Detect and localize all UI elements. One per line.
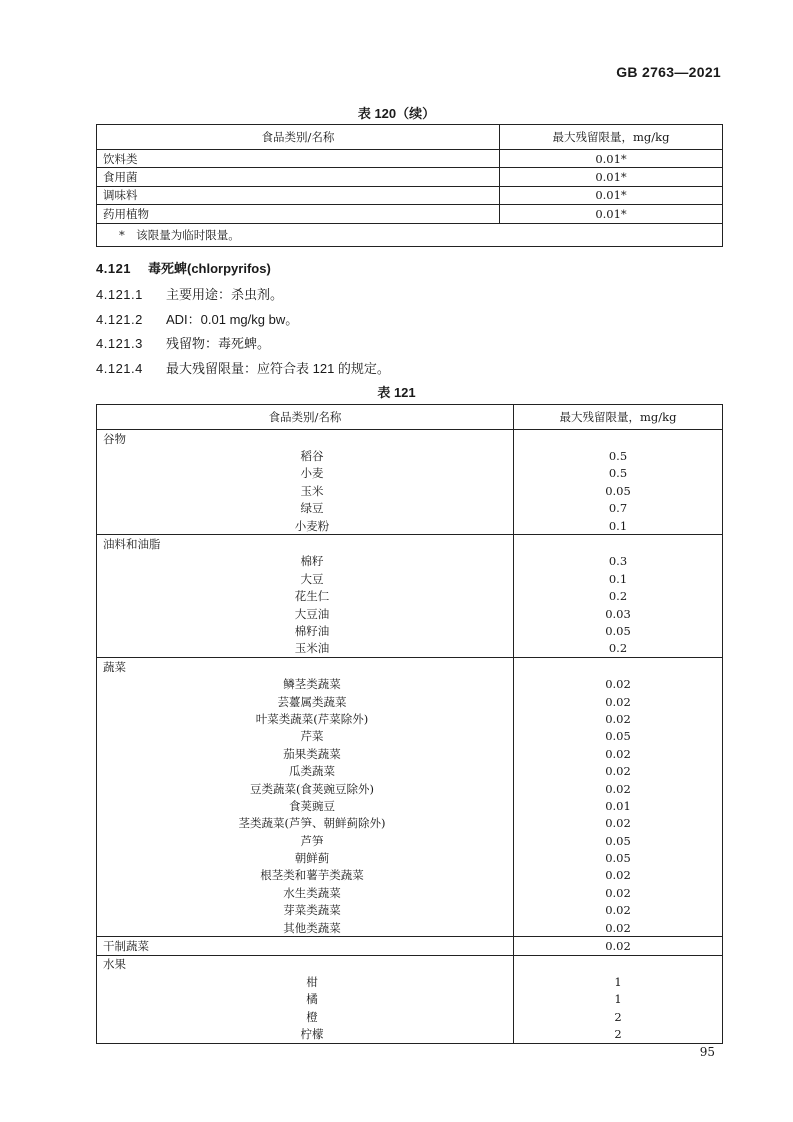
section-heading: [96, 258, 271, 277]
limit-value-cell: 0.1: [514, 570, 723, 587]
limit-value-cell: 0.05: [514, 849, 723, 866]
food-name-cell: 瓜类蔬菜: [97, 762, 514, 779]
limit-value-cell: 0.02: [514, 867, 723, 884]
table-row: [97, 465, 723, 482]
table-120: [96, 124, 723, 247]
clause-item: [96, 309, 298, 328]
food-name-cell: 茎类蔬菜(芦笋、朝鲜蓟除外): [97, 815, 514, 832]
table-row: [97, 1008, 723, 1025]
table-121: [96, 404, 723, 1044]
category-heading: 蔬菜: [97, 658, 514, 676]
limit-value-cell: 0.02: [514, 675, 723, 692]
food-name-cell: 茄果类蔬菜: [97, 745, 514, 762]
limit-value-cell: 0.05: [514, 482, 723, 499]
section-number: 4.121: [96, 261, 132, 276]
table-row: [97, 605, 723, 622]
limit-value-cell: 0.01: [514, 797, 723, 814]
limit-value-cell: 0.05: [514, 728, 723, 745]
table-row: [97, 797, 723, 814]
limit-value-cell: 0.02: [514, 693, 723, 710]
food-name-cell: 玉米油: [97, 640, 514, 658]
limit-value-cell: 0.02: [514, 745, 723, 762]
food-name-cell: 食荚豌豆: [97, 797, 514, 814]
table-row: [97, 640, 723, 658]
food-name-cell: 水生类蔬菜: [97, 884, 514, 901]
food-name-cell: 其他类蔬菜: [97, 919, 514, 937]
limit-value-cell: 0.02: [514, 919, 723, 937]
food-name-cell: 棉籽油: [97, 622, 514, 639]
food-name-cell: 朝鲜蓟: [97, 849, 514, 866]
clause-number: 4.121.3: [96, 336, 143, 351]
clause-item: [96, 284, 283, 303]
table-row: [97, 693, 723, 710]
limit-value-cell: 0.02: [514, 780, 723, 797]
table-row: [97, 205, 723, 223]
food-name-cell: 根茎类和薯芋类蔬菜: [97, 867, 514, 884]
food-name-cell: 玉米: [97, 482, 514, 499]
standard-code: GB 2763—2021: [616, 64, 721, 80]
clause-text: 最大残留限量：应符合表 121 的规定。: [166, 361, 390, 376]
table-row: [97, 150, 723, 168]
category-heading: 油料和油脂: [97, 535, 514, 553]
limit-value-cell: 0.2: [514, 588, 723, 605]
page-number: 95: [699, 1045, 715, 1059]
category-heading: 谷物: [97, 430, 514, 448]
table-row: [97, 815, 723, 832]
limit-value-cell: 0.1: [514, 517, 723, 535]
limit-value-cell: 0.02: [514, 902, 723, 919]
food-name-cell: 棉籽: [97, 553, 514, 570]
clause-number: 4.121.1: [96, 287, 143, 302]
clause-number: 4.121.2: [96, 312, 143, 327]
food-name-cell: 调味料: [97, 186, 500, 204]
food-name-cell: 花生仁: [97, 588, 514, 605]
table-row: [97, 570, 723, 587]
column-header-name: 食品类别/名称: [97, 125, 500, 150]
limit-value-cell: 0.02: [514, 710, 723, 727]
limit-value-cell: 0.03: [514, 605, 723, 622]
table-120-caption: 表 120（续）: [357, 106, 436, 121]
limit-value-cell: 2: [514, 1008, 723, 1025]
table-row: [97, 762, 723, 779]
table-row: [97, 588, 723, 605]
table-row: [97, 186, 723, 204]
food-name-cell: 芹菜: [97, 728, 514, 745]
food-name-cell: 豆类蔬菜(食荚豌豆除外): [97, 780, 514, 797]
table-row: [97, 710, 723, 727]
food-name-cell: 柑: [97, 973, 514, 990]
table-row: [97, 849, 723, 866]
limit-value-cell: 2: [514, 1025, 723, 1043]
limit-value-cell: 0.05: [514, 622, 723, 639]
limit-value-cell: 0.02: [514, 937, 723, 955]
category-heading: 水果: [97, 955, 514, 973]
food-name-cell: 饮料类: [97, 150, 500, 168]
food-name-cell: 芽菜类蔬菜: [97, 902, 514, 919]
table-row: [97, 780, 723, 797]
table-row: [97, 991, 723, 1008]
limit-value-cell: 0.01*: [500, 150, 723, 168]
food-name-cell: 小麦粉: [97, 517, 514, 535]
food-name-cell: 大豆油: [97, 605, 514, 622]
limit-value-cell: 0.3: [514, 553, 723, 570]
table-row: [97, 937, 723, 955]
clause-text: 残留物：毒死蜱。: [166, 336, 271, 351]
table-row: [97, 168, 723, 186]
clause-text: ADI：0.01 mg/kg bw。: [166, 312, 299, 327]
food-name-cell: 橘: [97, 991, 514, 1008]
table-row: [97, 447, 723, 464]
limit-value-cell: 0.7: [514, 500, 723, 517]
food-name-cell: 小麦: [97, 465, 514, 482]
column-header-name: 食品类别/名称: [97, 405, 514, 430]
food-name-cell: 大豆: [97, 570, 514, 587]
limit-value-cell: 0.02: [514, 884, 723, 901]
table-row: [97, 867, 723, 884]
limit-value-cell: 0.5: [514, 447, 723, 464]
table-row: [97, 482, 723, 499]
food-name-cell: 药用植物: [97, 205, 500, 223]
limit-value-cell: 0.2: [514, 640, 723, 658]
limit-value-cell: 0.05: [514, 832, 723, 849]
clause-item: [96, 333, 270, 352]
table-row: [97, 553, 723, 570]
limit-value-cell: 0.02: [514, 815, 723, 832]
category-heading: 干制蔬菜: [97, 937, 514, 955]
food-name-cell: 绿豆: [97, 500, 514, 517]
clause-number: 4.121.4: [96, 361, 143, 376]
food-name-cell: 橙: [97, 1008, 514, 1025]
food-name-cell: 鳞茎类蔬菜: [97, 675, 514, 692]
section-title: 毒死蜱(chlorpyrifos): [148, 261, 271, 276]
food-name-cell: 芦笋: [97, 832, 514, 849]
limit-value-cell: 0.01*: [500, 186, 723, 204]
limit-value-cell: 1: [514, 991, 723, 1008]
table-row: [97, 500, 723, 517]
clause-text: 主要用途：杀虫剂。: [166, 287, 284, 302]
limit-value-cell: 1: [514, 973, 723, 990]
table-row: [97, 973, 723, 990]
food-name-cell: 柠檬: [97, 1025, 514, 1043]
food-name-cell: 食用菌: [97, 168, 500, 186]
food-name-cell: 芸薹属类蔬菜: [97, 693, 514, 710]
table-row: [97, 884, 723, 901]
table-row: [97, 919, 723, 937]
limit-value-cell: 0.02: [514, 762, 723, 779]
clause-item: [96, 358, 390, 377]
food-name-cell: 叶菜类蔬菜(芹菜除外): [97, 710, 514, 727]
food-name-cell: 稻谷: [97, 447, 514, 464]
table-row: [97, 517, 723, 535]
table-row: [97, 902, 723, 919]
table-row: [97, 675, 723, 692]
limit-value-cell: 0.01*: [500, 168, 723, 186]
limit-value-cell: 0.01*: [500, 205, 723, 223]
table-note: * 该限量为临时限量。: [97, 223, 723, 246]
table-row: [97, 832, 723, 849]
table-row: [97, 1025, 723, 1043]
table-row: [97, 622, 723, 639]
limit-value-cell: 0.5: [514, 465, 723, 482]
table-121-caption: 表 121: [377, 385, 416, 400]
table-row: [97, 728, 723, 745]
table-row: [97, 745, 723, 762]
column-header-limit: 最大残留限量，mg/kg: [514, 405, 723, 430]
column-header-limit: 最大残留限量，mg/kg: [500, 125, 723, 150]
